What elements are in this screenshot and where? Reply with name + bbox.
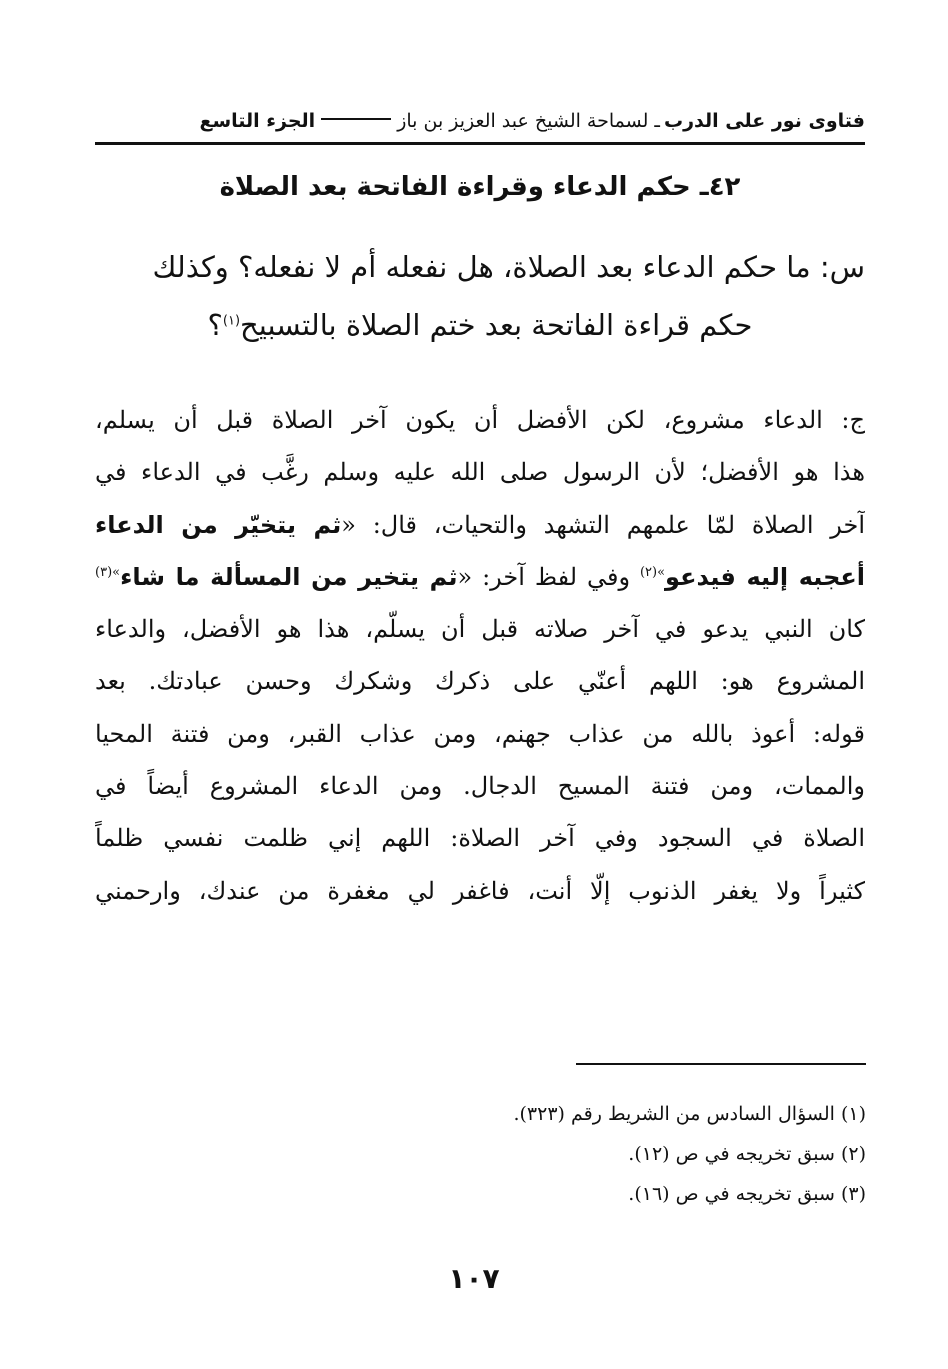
footnote-separator	[576, 1063, 866, 1065]
answer-line	[95, 551, 865, 603]
answer-line: هذا هو الأفضل؛ لأن الرسول صلى الله عليه وسلم رغَّب في الدعاء في	[95, 458, 865, 487]
header-author: ـ لسماحة الشيخ عبد العزيز بن باز	[397, 110, 660, 132]
header-dash	[321, 118, 391, 120]
hadith-quote: ثم يتخيّر من الدعاء	[95, 510, 342, 539]
answer-line: كثيراً ولا يغفر الذنوب إلّا أنت، فاغفر لي مغفرة من عندك، وارحمني	[95, 876, 865, 905]
chapter-title: ٤٢ـ حكم الدعاء وقراءة الفاتحة بعد الصلاة	[219, 172, 741, 202]
answer-text: آخر الصلاة لمّا علمهم التشهد والتحيات، قال: «	[341, 510, 865, 539]
answer-block	[95, 394, 865, 917]
answer-line	[95, 499, 865, 551]
question-line-1: س: ما حكم الدعاء بعد الصلاة، هل نفعله أم لا نفعله؟ وكذلك	[152, 250, 865, 284]
page-number: ١٠٧	[448, 1262, 500, 1295]
question-line-2	[95, 296, 865, 354]
footnote-ref-2: »(٢)	[639, 564, 666, 580]
question-mark: ؟	[207, 308, 223, 342]
header-book-title: فتاوى نور على الدرب	[664, 110, 865, 132]
running-header	[95, 104, 865, 138]
footnote-item: (١) السؤال السادس من الشريط رقم (٣٢٣).	[513, 1103, 866, 1125]
answer-line: الصلاة في السجود وفي آخر الصلاة: اللهم إني ظلمت نفسي ظلماً	[95, 824, 865, 853]
answer-line: المشروع هو: اللهم أعنّي على ذكرك وشكرك وحسن عبادتك. بعد	[95, 667, 865, 696]
answer-line: كان النبي يدعو في آخر صلاته قبل أن يسلّم، هذا هو الأفضل، والدعاء	[95, 615, 865, 644]
footnote-item: (٢) سبق تخريجه في ص (١٢).	[628, 1143, 866, 1165]
answer-line: قوله: أعوذ بالله من عذاب جهنم، ومن عذاب القبر، ومن فتنة المحيا	[95, 719, 865, 748]
question-block	[95, 238, 865, 354]
answer-line: ج: الدعاء مشروع، لكن الأفضل أن يكون آخر الصلاة قبل أن يسلم،	[95, 406, 865, 434]
footnote-item: (٣) سبق تخريجه في ص (١٦).	[628, 1183, 866, 1205]
header-volume: الجزء التاسع	[199, 110, 316, 132]
footnote-ref-1: (١)	[222, 313, 241, 329]
answer-line: والممات، ومن فتنة المسيح الدجال. ومن الدعاء المشروع أيضاً في	[95, 772, 865, 801]
header-rule	[95, 142, 865, 145]
question-line-2-text: حكم قراءة الفاتحة بعد ختم الصلاة بالتسبيح	[240, 308, 753, 342]
hadith-quote: أعجبه إليه فيدعو	[665, 562, 865, 591]
footnotes-list	[86, 1094, 866, 1214]
footnote-ref-3: »(٣)	[95, 564, 121, 580]
hadith-quote: ثم يتخير من المسألة ما شاء	[120, 562, 458, 591]
answer-text: وفي لفظ آخر: «	[457, 562, 640, 591]
